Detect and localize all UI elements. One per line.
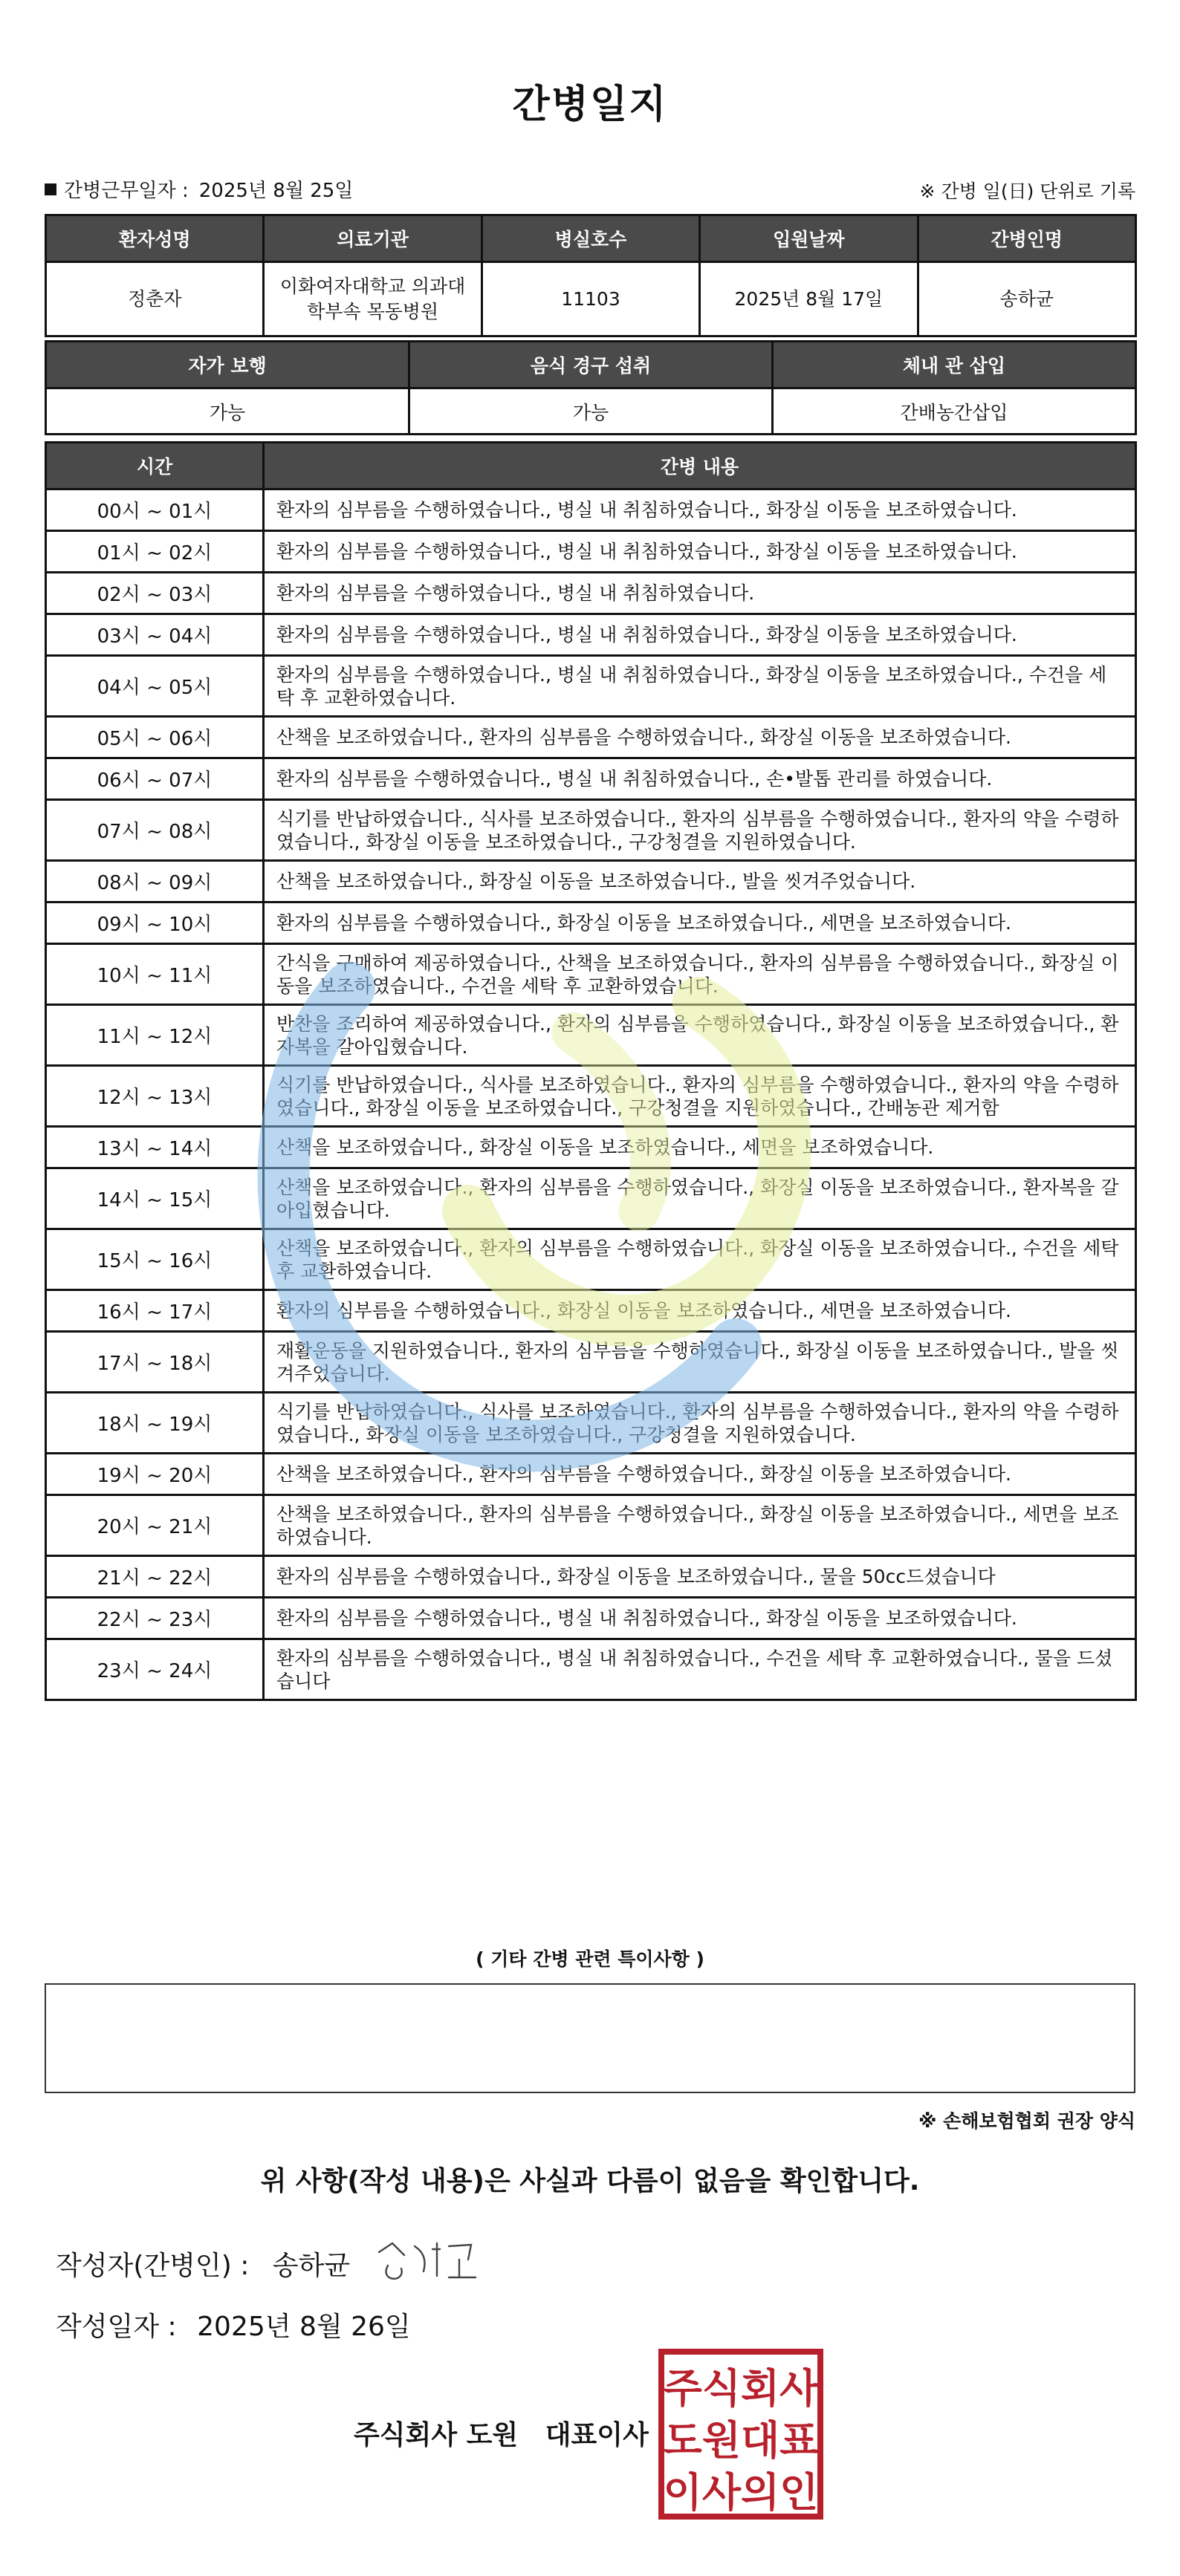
table-row bbox=[46, 717, 1136, 758]
time-slot: 01시 ~ 02시 bbox=[46, 531, 264, 573]
patient-name: 정춘자 bbox=[46, 262, 264, 336]
svg-text:이사의인: 이사의인 bbox=[663, 2469, 819, 2516]
work-date-label: 간병근무일자 : bbox=[64, 180, 189, 202]
walking-status: 가능 bbox=[46, 388, 409, 435]
table-row bbox=[46, 1168, 1136, 1229]
care-log-body bbox=[46, 489, 1136, 1700]
header-oral-intake: 음식 경구 섭취 bbox=[409, 342, 773, 388]
care-content: 환자의 심부름을 수행하였습니다., 병실 내 취침하였습니다., 화장실 이동을 보조하였습니다. bbox=[264, 1598, 1136, 1639]
remarks-box bbox=[45, 1983, 1135, 2093]
time-slot: 08시 ~ 09시 bbox=[46, 861, 264, 902]
time-slot: 12시 ~ 13시 bbox=[46, 1066, 264, 1127]
writer-line bbox=[56, 2245, 350, 2283]
caregiver-name: 송하균 bbox=[918, 262, 1135, 336]
time-slot: 16시 ~ 17시 bbox=[46, 1290, 264, 1332]
time-slot: 18시 ~ 19시 bbox=[46, 1393, 264, 1454]
time-slot: 19시 ~ 20시 bbox=[46, 1454, 264, 1495]
table-row bbox=[46, 1495, 1136, 1556]
header-caregiver: 간병인명 bbox=[918, 215, 1135, 262]
header-hospital: 의료기관 bbox=[264, 215, 482, 262]
table-row bbox=[46, 1005, 1136, 1066]
square-bullet-icon bbox=[45, 183, 56, 195]
care-content: 산책을 보조하였습니다., 화장실 이동을 보조하였습니다., 발을 씻겨주었습니다. bbox=[264, 861, 1136, 902]
time-slot: 15시 ~ 16시 bbox=[46, 1229, 264, 1290]
header-room: 병실호수 bbox=[482, 215, 699, 262]
work-date bbox=[45, 175, 353, 203]
time-slot: 00시 ~ 01시 bbox=[46, 489, 264, 531]
care-content: 식기를 반납하였습니다., 식사를 보조하였습니다., 환자의 심부름을 수행하였습니다., 환자의 약을 수령하였습니다., 화장실 이동을 보조하였습니다., 구강청결을 지원하였습니다. bbox=[264, 1393, 1136, 1454]
table-row bbox=[46, 1639, 1136, 1700]
care-content: 환자의 심부름을 수행하였습니다., 병실 내 취침하였습니다., 화장실 이동을 보조하였습니다. bbox=[264, 531, 1136, 573]
hospital-name bbox=[264, 262, 482, 336]
form-source-note: ※ 손해보험협회 권장 양식 bbox=[918, 2110, 1135, 2132]
remarks-title: ( 기타 간병 관련 특이사항 ) bbox=[476, 1948, 704, 1970]
care-content: 환자의 심부름을 수행하였습니다., 병실 내 취침하였습니다., 화장실 이동을 보조하였습니다., 수건을 세탁 후 교환하였습니다. bbox=[264, 656, 1136, 717]
time-slot: 05시 ~ 06시 bbox=[46, 717, 264, 758]
table-row bbox=[46, 614, 1136, 656]
care-content: 환자의 심부름을 수행하였습니다., 병실 내 취침하였습니다., 수건을 세탁 후 교환하였습니다., 물을 드셨습니다 bbox=[264, 1639, 1136, 1700]
care-content: 산책을 보조하였습니다., 환자의 심부름을 수행하였습니다., 화장실 이동을 보조하였습니다. bbox=[264, 1454, 1136, 1495]
time-slot: 02시 ~ 03시 bbox=[46, 573, 264, 614]
care-content: 식기를 반납하였습니다., 식사를 보조하였습니다., 환자의 심부름을 수행하였습니다., 환자의 약을 수령하였습니다., 화장실 이동을 보조하였습니다., 구강청결을 지원하였습니다., 간배농관 제거함 bbox=[264, 1066, 1136, 1127]
time-slot: 10시 ~ 11시 bbox=[46, 944, 264, 1005]
table-row bbox=[46, 1393, 1136, 1454]
care-content: 환자의 심부름을 수행하였습니다., 병실 내 취침하였습니다., 화장실 이동을 보조하였습니다. bbox=[264, 614, 1136, 656]
oral-intake-status: 가능 bbox=[409, 388, 773, 435]
care-content: 반찬을 조리하여 제공하였습니다., 환자의 심부름을 수행하였습니다., 화장실 이동을 보조하였습니다., 환자복을 갈아입혔습니다. bbox=[264, 1005, 1136, 1066]
table-row bbox=[46, 1598, 1136, 1639]
care-content: 환자의 심부름을 수행하였습니다., 화장실 이동을 보조하였습니다., 물을 50cc드셨습니다 bbox=[264, 1556, 1136, 1598]
room-number: 11103 bbox=[482, 262, 699, 336]
time-slot: 17시 ~ 18시 bbox=[46, 1332, 264, 1393]
header-care-content: 간병 내용 bbox=[264, 443, 1136, 489]
care-log-table bbox=[45, 441, 1137, 1701]
care-content: 재활운동을 지원하였습니다., 환자의 심부름을 수행하였습니다., 화장실 이동을 보조하였습니다., 발을 씻겨주었습니다. bbox=[264, 1332, 1136, 1393]
company-seal-stamp bbox=[657, 2347, 825, 2521]
patient-status-table bbox=[45, 340, 1137, 435]
care-content: 산책을 보조하였습니다., 환자의 심부름을 수행하였습니다., 화장실 이동을 보조하였습니다., 환자복을 갈아입혔습니다. bbox=[264, 1168, 1136, 1229]
header-admission-date: 입원날짜 bbox=[700, 215, 918, 262]
care-content: 환자의 심부름을 수행하였습니다., 병실 내 취침하였습니다., 손•발톱 관리를 하였습니다. bbox=[264, 758, 1136, 800]
svg-text:도원대표: 도원대표 bbox=[663, 2417, 819, 2464]
written-date-label: 작성일자 : bbox=[56, 2312, 177, 2342]
time-slot: 06시 ~ 07시 bbox=[46, 758, 264, 800]
time-slot: 20시 ~ 21시 bbox=[46, 1495, 264, 1556]
patient-info-table bbox=[45, 214, 1137, 337]
table-row bbox=[46, 758, 1136, 800]
table-row bbox=[46, 1454, 1136, 1495]
table-row bbox=[46, 944, 1136, 1005]
recording-note: ※ 간병 일(日) 단위로 기록 bbox=[919, 180, 1135, 202]
header-patient-name: 환자성명 bbox=[46, 215, 264, 262]
time-slot: 09시 ~ 10시 bbox=[46, 902, 264, 944]
care-content: 산책을 보조하였습니다., 환자의 심부름을 수행하였습니다., 화장실 이동을 보조하였습니다. bbox=[264, 717, 1136, 758]
table-row bbox=[46, 573, 1136, 614]
tube-insertion-status: 간배농간삽입 bbox=[773, 388, 1136, 435]
company-name: 주식회사 도원 bbox=[354, 2420, 519, 2450]
header-tube-insertion: 체내 관 삽입 bbox=[773, 342, 1136, 388]
admission-date: 2025년 8월 17일 bbox=[700, 262, 918, 336]
table-row bbox=[46, 1290, 1136, 1332]
table-row bbox=[46, 1066, 1136, 1127]
time-slot: 07시 ~ 08시 bbox=[46, 800, 264, 861]
confirmation-statement: 위 사항(작성 내용)은 사실과 다름이 없음을 확인합니다. bbox=[260, 2166, 920, 2196]
written-date-value: 2025년 8월 26일 bbox=[197, 2312, 411, 2342]
header-time: 시간 bbox=[46, 443, 264, 489]
care-content: 산책을 보조하였습니다., 환자의 심부름을 수행하였습니다., 화장실 이동을 보조하였습니다., 수건을 세탁 후 교환하였습니다. bbox=[264, 1229, 1136, 1290]
time-slot: 11시 ~ 12시 bbox=[46, 1005, 264, 1066]
time-slot: 14시 ~ 15시 bbox=[46, 1168, 264, 1229]
care-content: 환자의 심부름을 수행하였습니다., 병실 내 취침하였습니다. bbox=[264, 573, 1136, 614]
table-row bbox=[46, 1332, 1136, 1393]
table-row bbox=[46, 861, 1136, 902]
care-content: 간식을 구매하여 제공하였습니다., 산책을 보조하였습니다., 환자의 심부름을 수행하였습니다., 화장실 이동을 보조하였습니다., 수건을 세탁 후 교환하였습니다. bbox=[264, 944, 1136, 1005]
table-row bbox=[46, 1127, 1136, 1168]
time-slot: 21시 ~ 22시 bbox=[46, 1556, 264, 1598]
care-content: 환자의 심부름을 수행하였습니다., 화장실 이동을 보조하였습니다., 세면을 보조하였습니다. bbox=[264, 1290, 1136, 1332]
table-row bbox=[46, 902, 1136, 944]
writer-name: 송하균 bbox=[272, 2251, 351, 2281]
hospital-line-1: 이화여자대학교 의과대 bbox=[279, 275, 466, 297]
care-content: 환자의 심부름을 수행하였습니다., 병실 내 취침하였습니다., 화장실 이동을 보조하였습니다. bbox=[264, 489, 1136, 531]
care-content: 식기를 반납하였습니다., 식사를 보조하였습니다., 환자의 심부름을 수행하였습니다., 환자의 약을 수령하였습니다., 화장실 이동을 보조하였습니다., 구강청결을 지원하였습니다. bbox=[264, 800, 1136, 861]
time-slot: 13시 ~ 14시 bbox=[46, 1127, 264, 1168]
care-content: 산책을 보조하였습니다., 화장실 이동을 보조하였습니다., 세면을 보조하였습니다. bbox=[264, 1127, 1136, 1168]
table-row bbox=[46, 1229, 1136, 1290]
time-slot: 03시 ~ 04시 bbox=[46, 614, 264, 656]
table-row bbox=[46, 656, 1136, 717]
svg-text:주식회사: 주식회사 bbox=[663, 2365, 819, 2412]
company-role: 대표이사 bbox=[545, 2420, 649, 2450]
time-slot: 04시 ~ 05시 bbox=[46, 656, 264, 717]
writer-label: 작성자(간병인) : bbox=[56, 2251, 250, 2281]
handwritten-signature bbox=[372, 2230, 490, 2289]
time-slot: 23시 ~ 24시 bbox=[46, 1639, 264, 1700]
hospital-line-2: 학부속 목동병원 bbox=[307, 300, 439, 322]
company-signature-line bbox=[354, 2414, 649, 2452]
care-content: 환자의 심부름을 수행하였습니다., 화장실 이동을 보조하였습니다., 세면을 보조하였습니다. bbox=[264, 902, 1136, 944]
table-row bbox=[46, 1556, 1136, 1598]
table-row bbox=[46, 800, 1136, 861]
care-content: 산책을 보조하였습니다., 환자의 심부름을 수행하였습니다., 화장실 이동을 보조하였습니다., 세면을 보조하였습니다. bbox=[264, 1495, 1136, 1556]
table-row bbox=[46, 489, 1136, 531]
work-date-value: 2025년 8월 25일 bbox=[198, 180, 354, 202]
header-walking: 자가 보행 bbox=[46, 342, 409, 388]
table-row bbox=[46, 531, 1136, 573]
written-date-line bbox=[56, 2306, 411, 2344]
time-slot: 22시 ~ 23시 bbox=[46, 1598, 264, 1639]
document-title: 간병일지 bbox=[512, 82, 668, 127]
